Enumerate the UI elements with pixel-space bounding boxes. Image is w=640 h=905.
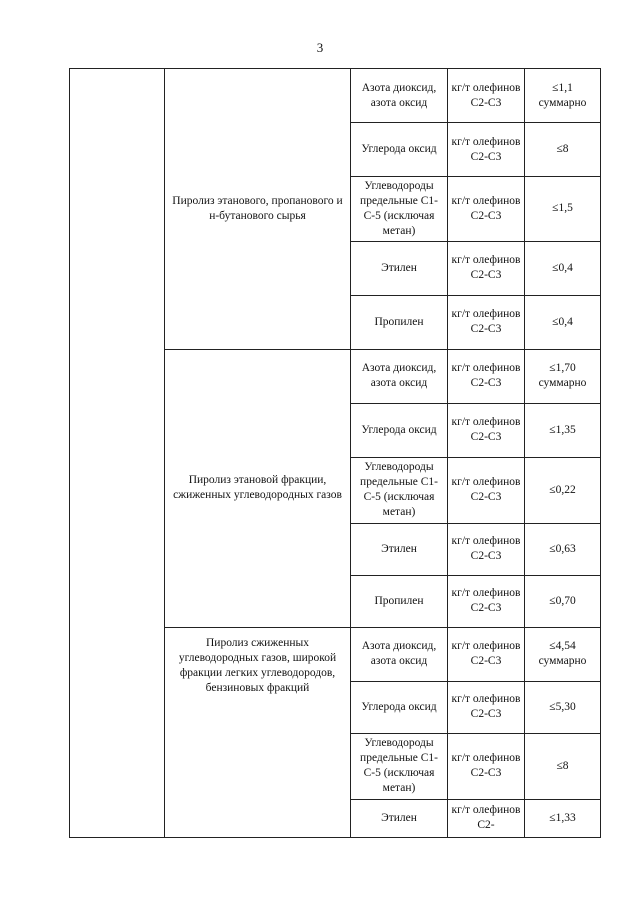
process-cell: Пиролиз этанового, пропанового и н-бутанового сырья [165,69,351,350]
substance-cell: Углеводороды предельные С1-С-5 (исключая метан) [351,733,448,799]
value-cell: ≤0,70 [525,575,601,627]
value-cell: ≤8 [525,123,601,177]
value-cell: ≤1,35 [525,403,601,457]
emissions-table [69,68,601,838]
value-cell: ≤4,54 суммарно [525,627,601,681]
unit-cell: кг/т олефинов С2-С3 [448,69,525,123]
value-cell: ≤1,33 [525,799,601,837]
value-cell: ≤8 [525,733,601,799]
unit-cell: кг/т олефинов С2-С3 [448,241,525,295]
unit-cell: кг/т олефинов С2-С3 [448,403,525,457]
process-cell: Пиролиз этановой фракции, сжиженных углеводородных газов [165,349,351,627]
unit-cell: кг/т олефинов С2-С3 [448,681,525,733]
substance-cell: Углеводороды предельные С1-С-5 (исключая метан) [351,177,448,242]
unit-cell: кг/т олефинов С2-С3 [448,177,525,242]
substance-cell: Азота диоксид, азота оксид [351,69,448,123]
unit-cell: кг/т олефинов С2-С3 [448,349,525,403]
substance-cell: Пропилен [351,575,448,627]
unit-cell: кг/т олефинов С2- [448,799,525,837]
value-cell: ≤0,4 [525,241,601,295]
substance-cell: Углерода оксид [351,123,448,177]
value-cell: ≤0,63 [525,523,601,575]
value-cell: ≤1,70 суммарно [525,349,601,403]
unit-cell: кг/т олефинов С2-С3 [448,733,525,799]
substance-cell: Этилен [351,799,448,837]
substance-cell: Этилен [351,241,448,295]
substance-cell: Этилен [351,523,448,575]
substance-cell: Углерода оксид [351,681,448,733]
substance-cell: Азота диоксид, азота оксид [351,349,448,403]
unit-cell: кг/т олефинов С2-С3 [448,123,525,177]
unit-cell: кг/т олефинов С2-С3 [448,627,525,681]
value-cell: ≤5,30 [525,681,601,733]
value-cell: ≤0,22 [525,457,601,523]
unit-cell: кг/т олефинов С2-С3 [448,457,525,523]
unit-cell: кг/т олефинов С2-С3 [448,523,525,575]
substance-cell: Пропилен [351,295,448,349]
page-number: 3 [316,40,324,55]
substance-cell: Углеводороды предельные С1-С-5 (исключая метан) [351,457,448,523]
process-cell: Пиролиз сжиженных углеводородных газов, широкой фракции легких углеводородов, бензиновых фракций [165,627,351,837]
value-cell: ≤0,4 [525,295,601,349]
unit-cell: кг/т олефинов С2-С3 [448,295,525,349]
substance-cell: Углерода оксид [351,403,448,457]
value-cell: ≤1,1 суммарно [525,69,601,123]
substance-cell: Азота диоксид, азота оксид [351,627,448,681]
unit-cell: кг/т олефинов С2-С3 [448,575,525,627]
empty-column-cell [70,69,165,838]
value-cell: ≤1,5 [525,177,601,242]
table-row [70,69,601,123]
